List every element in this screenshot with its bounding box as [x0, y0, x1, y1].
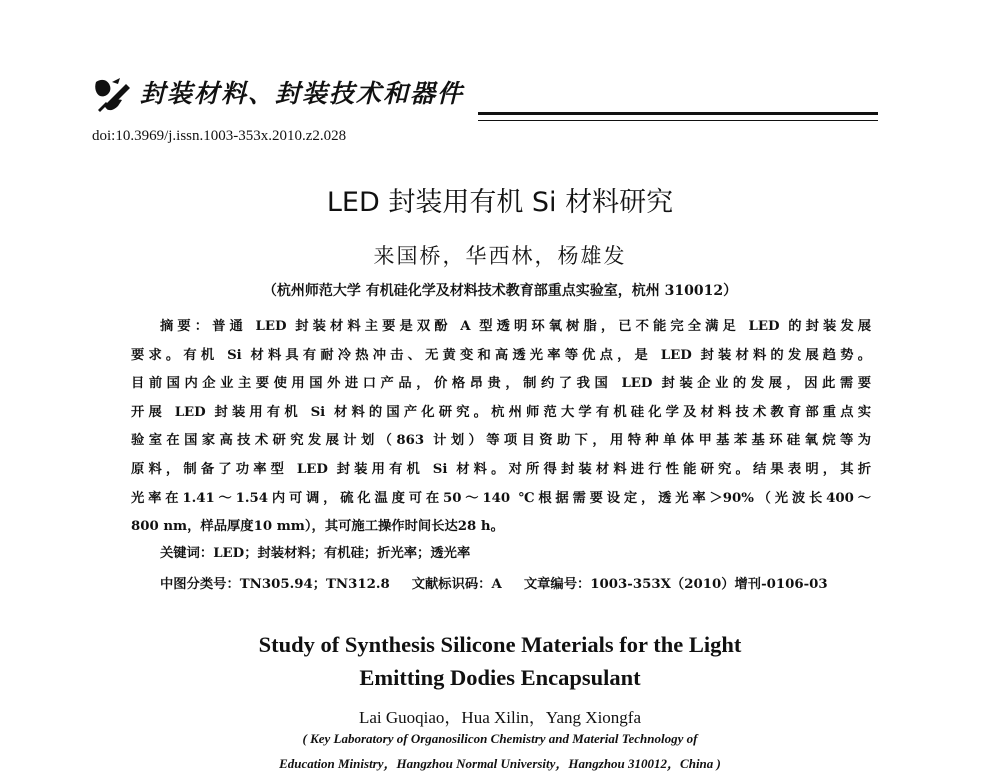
paper-title-en-line2: Emitting Dodies Encapsulant: [359, 665, 641, 690]
abstract-label: 摘要：: [160, 319, 213, 334]
abstract-line: 验室在国家高技术研究发展计划（863 计划）等项目资助下，用特种单体甲基苯基环硅氧烷等为: [131, 433, 871, 449]
affiliation-cn: （杭州师范大学 有机硅化学及材料技术教育部重点实验室，杭州 310012）: [262, 283, 738, 299]
journal-section-title: 封装材料、封装技术和器件: [140, 79, 465, 108]
affiliation-en-line1: ( Key Laboratory of Organosilicon Chemistry and Material Technology of: [302, 731, 698, 746]
abstract: [131, 313, 871, 542]
abstract-line: 光率在1.41～1.54内可调，硫化温度可在50～140 ℃根据需要设定，透光率＞90%（光波长400～: [131, 490, 871, 506]
authors-cn: 来国桥，华西林，杨雄发: [373, 244, 627, 268]
abstract-line: 800 nm，样品厚度10 mm），其可施工操作时间长达28 h。: [131, 519, 504, 535]
doc-code-value: A: [491, 577, 502, 592]
abstract-line: [131, 313, 871, 342]
clc-value: TN305.94；TN312.8: [239, 577, 390, 592]
keywords-label: 关键词：: [160, 546, 214, 561]
abstract-line: 原料，制备了功率型 LED 封装用有机 Si 材料。对所得封装材料进行性能研究。结果表明，其折: [131, 461, 871, 477]
classification-row: [160, 573, 828, 592]
abstract-line: 开展 LED 封装用有机 Si 材料的国产化研究。杭州师范大学有机硅化学及材料技术教育部重点实: [131, 404, 871, 420]
header-rule-thin: [478, 120, 878, 121]
abstract-line-text: 普通 LED 封装材料主要是双酚 A 型透明环氧树脂，已不能完全满足 LED 的封装发展: [212, 319, 872, 334]
keywords-value: LED；封装材料；有机硅；折光率；透光率: [213, 546, 471, 561]
article-no-label: 文章编号：: [523, 577, 591, 592]
affiliation-en-line2: Education Ministry，Hangzhou Normal University，Hangzhou 310012，China ): [279, 756, 721, 771]
article-no-value: 1003-353X（2010）增刊-0106-03: [590, 577, 828, 592]
doi: doi:10.3969/j.issn.1003-353x.2010.z2.028: [92, 128, 347, 144]
paper-title-cn: LED 封装用有机 Si 材料研究: [326, 187, 674, 218]
authors-en: Lai Guoqiao，Hua Xilin，Yang Xiongfa: [358, 708, 642, 727]
doc-code-label: 文献标识码：: [411, 577, 492, 592]
pen-brush-icon: [92, 76, 134, 116]
abstract-line: 目前国内企业主要使用国外进口产品，价格昂贵，制约了我国 LED 封装企业的发展，因此需要: [131, 376, 871, 392]
header-rule-thick: [478, 112, 878, 115]
clc-label: 中图分类号：: [160, 577, 240, 592]
paper-title-en-line1: Study of Synthesis Silicone Materials for the Light: [258, 632, 742, 657]
abstract-line: 要求。有机 Si 材料具有耐冷热冲击、无黄变和高透光率等优点，是 LED 封装材料的发展趋势。: [131, 347, 871, 363]
keywords: [160, 542, 470, 561]
